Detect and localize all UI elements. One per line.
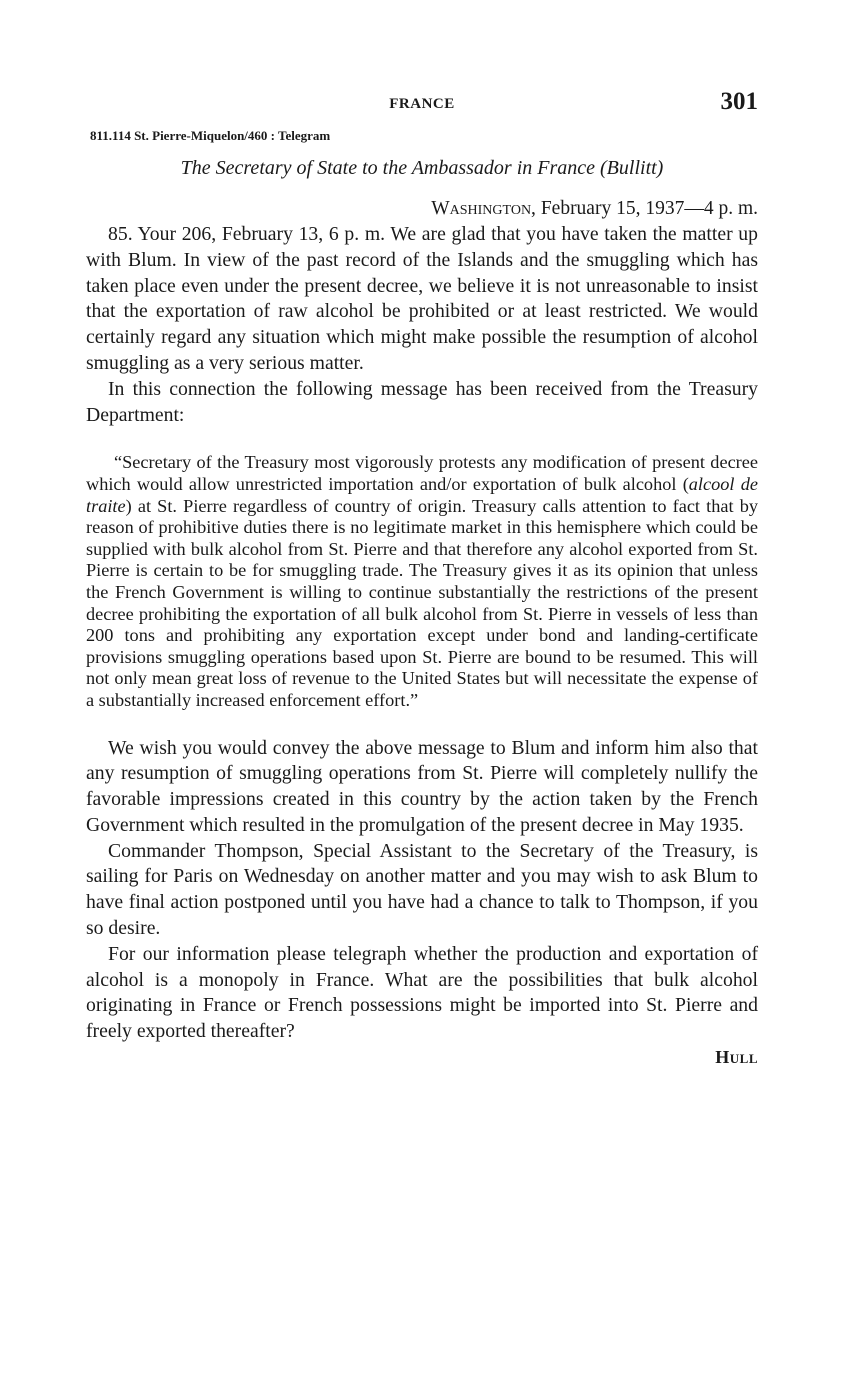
quote-text-end: ) at St. Pierre regardless of country of origin. Treasury calls attention to fact that by reason of prohibitive duties there is no legitimate market in this hemisphere which could be supplied with bulk alcohol from St. Pierre and that therefore any alcohol exported from St. Pierre is certain to be for smuggling trade. The Treasury gives it as its opinion that unless the French Government is willing to continue substantially the restrictions of the present decree prohibiting the exportation of all bulk alcohol from St. Pierre in vessels of less than 200 tons and prohibiting any exportation except under bond and landing-certificate provisions smuggling operations based upon St. Pierre are bound to be resumed. This will not only mean great loss of revenue to the United States but will necessitate the expense of a substantially increased enforcement effort.” xyxy=(86,495,758,710)
document-title: The Secretary of State to the Ambassador in France (Bullitt) xyxy=(180,157,664,179)
running-header-title: FRANCE xyxy=(389,96,455,112)
signature: Hull xyxy=(715,1047,758,1068)
dateline-date: February 15, 1937—4 p. m. xyxy=(535,198,758,219)
paragraph-4: Commander Thompson, Special Assistant to the Secretary of the Treasury, is sailing for Paris on Wednesday on another matter and you may wish to ask Blum to have final action postponed until you have had a chance to talk to Thompson, if you so desire. xyxy=(86,839,758,940)
treasury-quote xyxy=(86,452,758,711)
paragraph-1: 85. Your 206, February 13, 6 p. m. We are glad that you have taken the matter up with Blum. In view of the past record of the Islands and the smuggling which has taken place even under the present decree, we believe it is not unreasonable to insist that the exportation of raw alcohol be prohibited or at least restricted. We would certainly regard any situation which might make possible the resumption of alcohol smuggling as a very serious matter. xyxy=(86,223,758,374)
dateline xyxy=(86,196,758,221)
quote-italic-term: alcool de traite xyxy=(86,473,758,516)
paragraph-5: For our information please telegraph whether the production and exportation of alcohol is a monopoly in France. What are the possibilities that bulk alcohol originating in France or French possessions might be imported into St. Pierre and freely exported thereafter? xyxy=(86,942,758,1043)
quote-text-start: “Secretary of the Treasury most vigorously protests any modification of present decree which would allow unrestricted importation and/or exportation of bulk alcohol ( xyxy=(86,452,758,494)
paragraph-3: We wish you would convey the above message to Blum and inform him also that any resumption of smuggling operations from St. Pierre will completely nullify the favorable impressions created in this country by the action taken by the French Government which resulted in the promulgation of the present decree in May 1935. xyxy=(86,736,758,836)
running-header xyxy=(86,88,758,122)
file-reference: 811.114 St. Pierre-Miquelon/460 : Telegram xyxy=(90,128,331,143)
document-page xyxy=(86,88,758,1068)
dateline-place: Washington, xyxy=(431,198,536,219)
paragraph-2: In this connection the following message has been received from the Treasury Department: xyxy=(86,377,758,426)
page-number: 301 xyxy=(720,88,758,115)
